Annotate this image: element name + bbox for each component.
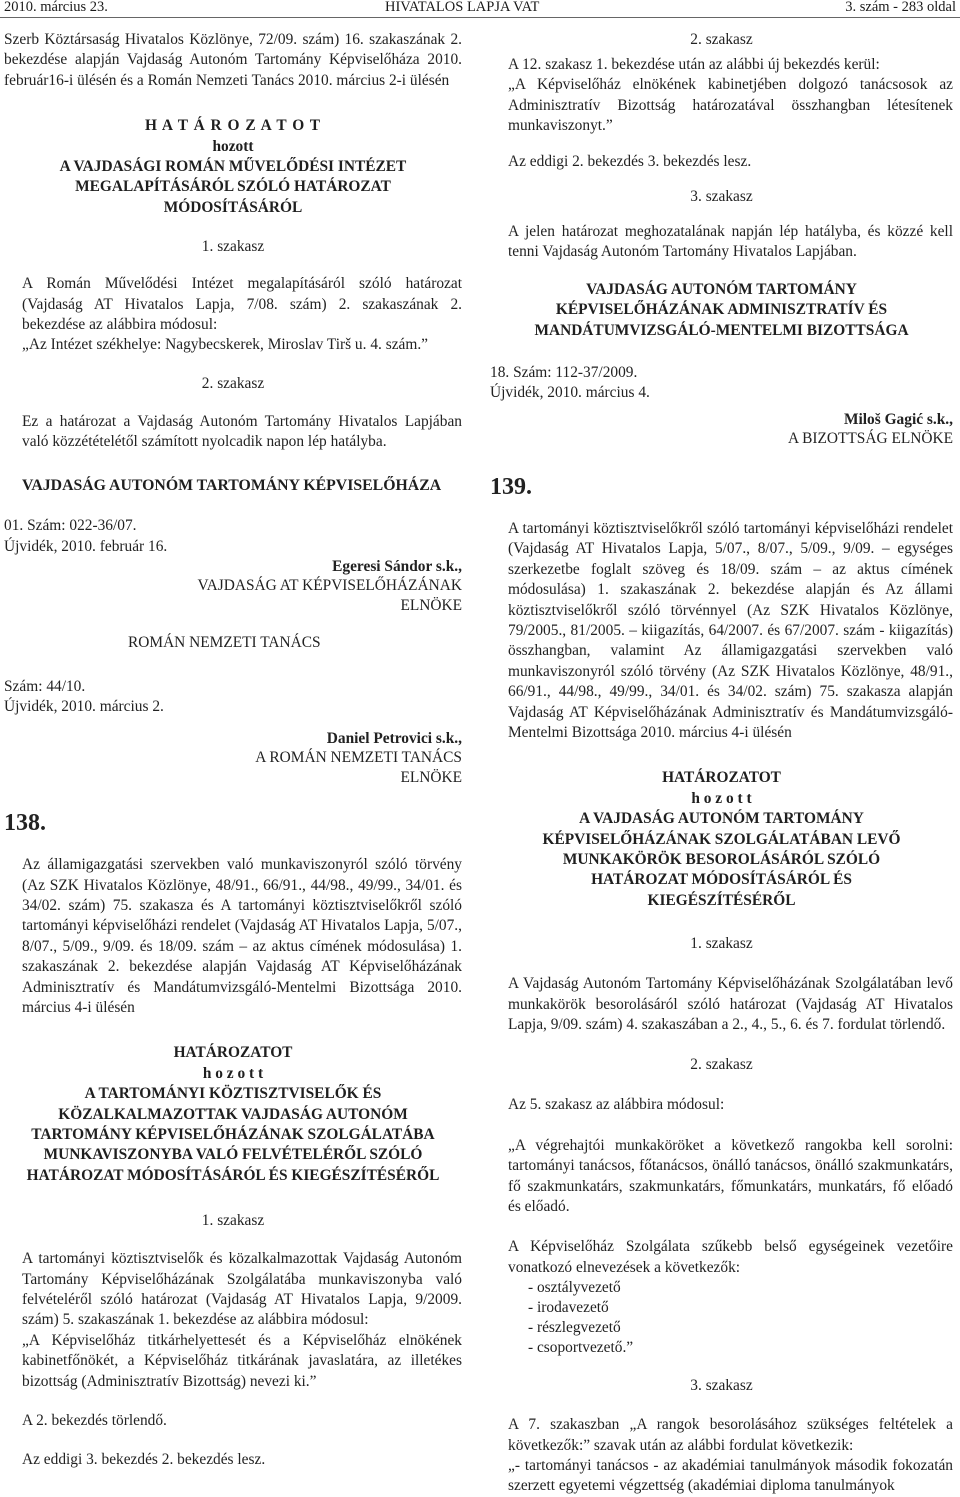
council-name: ROMÁN NEMZETI TANÁCS: [128, 634, 321, 652]
body-paragraph: Az 5. szakasz az alábbira módosul:: [508, 1096, 725, 1114]
decision-title: A VAJDASÁGI ROMÁN MŰVELŐDÉSI INTÉZET MEGALAPÍTÁSÁRÓL SZÓLÓ HATÁROZAT MÓDOSÍTÁSÁRÓL: [59, 158, 407, 216]
body-paragraph: A Képviselőház Szolgálata szűkebb belső egységeinek vezetőire vonatkozó elnevezések a következők:: [508, 1238, 953, 1276]
decision-title: A TARTOMÁNYI KÖZTISZTVISELŐK ÉS KÖZALKALMAZOTTAK VAJDASÁG AUTONÓM TARTOMÁNY KÉPVISELŐHÁZÁNAK SZOLGÁLATÁBA MUNKAVISZONYBA VALÓ FELVÉTELÉRŐL SZÓLÓ HATÁROZAT MÓDOSÍTÁSÁRÓL ÉS KIEGÉSZÍTÉSÉRŐL: [26, 1085, 440, 1184]
right-column: [490, 30, 953, 1497]
body-paragraph: A jelen határozat meghozatalának napján lép hatályba, és közzé kell tenni Vajdaság Autonóm Tartomány Hivatalos Lapjában.: [508, 223, 953, 261]
signatory-name: Egeresi Sándor s.k.,: [332, 557, 462, 575]
left-column: [4, 30, 462, 1471]
page-header: [0, 0, 960, 18]
reference-number: 01. Szám: 022-36/07.: [4, 517, 137, 535]
quote-paragraph: „A Képviselőház elnökének kabinetjében dolgozó tanácsosok az Adminisztratív Bizottság határozatával összhangban létesítenek munkaviszonyt.”: [508, 76, 953, 135]
preamble-paragraph: A tartományi köztisztviselőkről szóló tartományi képviselőházi rendelet (Vajdaság AT Hivatalos Lapja, 5/07., 8/07., 5/09., 9/09. – egységes szerkezetbe foglalt szöveg és 18/09. szám – az aktus címének módosulása) 1. szakaszának 2. bekezdése alapján és Az állami köztisztviselőkről szóló törvénnyel (Az SZK Hivatalos Közlönye, 79/2005., 81/2005. – kiigazítás, 64/2007. és 67/2007. szám - kiigazítás) összhangban, valamint Az államigazgatási szervekben való munkaviszonyról szóló törvény (Az SZK Hivatalos Közlönye, 48/91., 66/91., 44/98., 49/99., 34/01. és 34/02. szám) 75. szakasza alapján Vajdaság AT Képviselőházának Adminisztratív és Mandátumvizsgáló-Mentelmi Bizottsága 2010. március 4-i ülésén: [508, 519, 953, 741]
unit-list: [490, 1278, 953, 1358]
reference-number: 18. Szám: 112-37/2009.: [490, 364, 638, 382]
quote-paragraph: „A Képviselőház titkárhelyettesét és a Képviselőház elnökének kabinetfőnökét, a Képviselőház titkárának javaslatára, az illetékes bizottság (Adminisztratív Bizottság) nevezi ki.”: [22, 1331, 462, 1390]
decision-heading: HATÁROZATOT: [173, 1044, 293, 1062]
issuer-name: VAJDASÁG AUTONÓM TARTOMÁNY KÉPVISELŐHÁZA: [22, 476, 442, 494]
section-heading: 1. szakasz: [690, 935, 753, 953]
list-item: - csoportvezető.”: [528, 1339, 634, 1357]
signatory-title: ELNÖKE: [400, 768, 462, 786]
section-heading: 2. szakasz: [201, 374, 265, 392]
decision-title: A VAJDASÁG AUTONÓM TARTOMÁNY KÉPVISELŐHÁZÁNAK SZOLGÁLATÁBAN LEVŐ MUNKAKÖRÖK BESOROLÁSÁRÓL SZÓLÓ HATÁROZAT MÓDOSÍTÁSÁRÓL ÉS KIEGÉSZÍTÉSÉRŐL: [542, 810, 901, 909]
signatory-title: A BIZOTTSÁG ELNÖKE: [787, 430, 953, 448]
quote-paragraph: „- tartományi tanácsos - az akadémiai tanulmányok második fokozatán szerzett egyetemi végzettség (akadémiai diploma tanulmányok: [508, 1457, 953, 1495]
place-date: Újvidék, 2010. február 16.: [4, 537, 168, 555]
body-paragraph: Ez a határozat a Vajdaság Autonóm Tartomány Hivatalos Lapjában való közzétételétől számított nyolcadik napon lép hatályba.: [22, 412, 462, 451]
decision-hozott: h o z o t t: [691, 789, 752, 807]
section-heading: 2. szakasz: [690, 31, 753, 48]
list-item: - irodavezető: [528, 1299, 609, 1317]
section-heading: 3. szakasz: [690, 188, 753, 206]
body-paragraph: A Román Művelődési Intézet megalapításáról szóló határozat (Vajdaság AT Hivatalos Lapja, 7/08. szám) 2. szakaszának 2. bekezdése az alábbira módosul:: [22, 275, 462, 334]
item-number: 138.: [4, 810, 46, 837]
decision-hozott: h o z o t t: [202, 1064, 264, 1082]
section-heading: 1. szakasz: [201, 1212, 265, 1230]
intro-paragraph: Szerb Köztársaság Hivatalos Közlönye, 72/09. szám) 16. szakaszának 2. bekezdése alapján Vajdaság Autonóm Tartomány Képviselőháza 2010. február16-i ülésén és a Román Nemzeti Tanács 2010. március 2-i ülésén: [4, 31, 462, 89]
section-heading: 3. szakasz: [690, 1377, 753, 1395]
list-item: - részlegvezető: [528, 1319, 621, 1337]
body-paragraph: A 12. szakasz 1. bekezdése után az alábbi új bekezdés kerül:: [508, 56, 880, 73]
decision-hozott: hozott: [212, 137, 254, 155]
signatory-title: VAJDASÁG AT KÉPVISELŐHÁZÁNAK: [197, 577, 462, 595]
issuer-name: VAJDASÁG AUTONÓM TARTOMÁNY KÉPVISELŐHÁZÁNAK ADMINISZTRATÍV ÉS MANDÁTUMVIZSGÁLÓ-MENTELMI BIZOTTSÁGA: [534, 280, 909, 339]
body-paragraph: A Vajdaság Autonóm Tartomány Képviselőházának Szolgálatában levő munkakörök besorolásáról szóló határozat (Vajdaság AT Hivatalos Lapja, 9/09. szám) 4. szakaszában a 2., 4., 5., 6. és 7. fordulat törlendő.: [508, 975, 953, 1033]
item-number: 139.: [490, 473, 532, 500]
place-date: Újvidék, 2010. március 2.: [4, 698, 164, 716]
section-heading: 1. szakasz: [201, 238, 265, 256]
body-paragraph: A 2. bekezdés törlendő.: [22, 1412, 167, 1430]
header-page-number: 3. szám - 283 oldal: [845, 0, 956, 15]
reference-number: Szám: 44/10.: [4, 677, 86, 695]
header-title: HIVATALOS LAPJA VAT: [385, 0, 540, 15]
list-item: - osztályvezető: [528, 1279, 621, 1297]
decision-heading: H A T Á R O Z A T O T: [144, 117, 322, 135]
decision-heading: HATÁROZATOT: [662, 769, 781, 787]
body-paragraph: Az eddigi 3. bekezdés 2. bekezdés lesz.: [22, 1451, 266, 1469]
body-paragraph: Az eddigi 2. bekezdés 3. bekezdés lesz.: [508, 152, 752, 170]
signatory-title: A ROMÁN NEMZETI TANÁCS: [255, 749, 462, 767]
section-heading: 2. szakasz: [690, 1056, 753, 1074]
quote-paragraph: „A végrehajtói munkaköröket a következő rangokba kell sorolni: tartományi tanácsos, főtanácsos, önálló tanácsos, önálló szakmunkatárs, fő szakmunkatárs, szakmunkatárs, főmunkatárs, munkatárs, fő előadó és előadó.: [508, 1136, 953, 1216]
header-date: 2010. március 23.: [4, 0, 108, 15]
body-paragraph: A 7. szakaszban „A rangok besorolásához szükséges feltételek a következők:” szavak után az alábbi fordulat következik:: [508, 1416, 953, 1454]
body-paragraph: A tartományi köztisztviselők és közalkalmazottak Vajdaság Autonóm Tartomány Képviselőházának Szolgálatába munkaviszonyba való felvételéről szóló határozat (Vajdaság AT Hivatalos Lapja, 9/2009. szám) 5. szakaszának 1. bekezdése az alábbira módosul:: [22, 1250, 462, 1329]
signatory-name: Daniel Petrovici s.k.,: [326, 729, 462, 747]
preamble-paragraph: Az államigazgatási szervekben való munkaviszonyról szóló törvény (Az SZK Hivatalos Közlönye, 48/91., 66/91., 44/98., 49/99., 34/01. és 34/02. szám) 75. szakasza és A tartományi köztisztviselőkről szóló tartományi képviselőházi rendelet (Vajdaság AT Hivatalos Lapja, 5/07., 8/07., 5/09., 9/09. és 18/09. szám – az aktus címének módosulása) 1. szakaszának 2. bekezdése alapján Vajdaság AT Képviselőházának Adminisztratív és Mandátumvizsgáló-Mentelmi Bizottsága 2010. március 4-i ülésén: [22, 856, 462, 1016]
signatory-title: ELNÖKE: [400, 596, 462, 614]
quote-paragraph: „Az Intézet székhelye: Nagybecskerek, Miroslav Tirš u. 4. szám.”: [22, 336, 429, 354]
signatory-name: Miloš Gagić s.k.,: [843, 410, 953, 428]
place-date: Újvidék, 2010. március 4.: [490, 384, 650, 402]
